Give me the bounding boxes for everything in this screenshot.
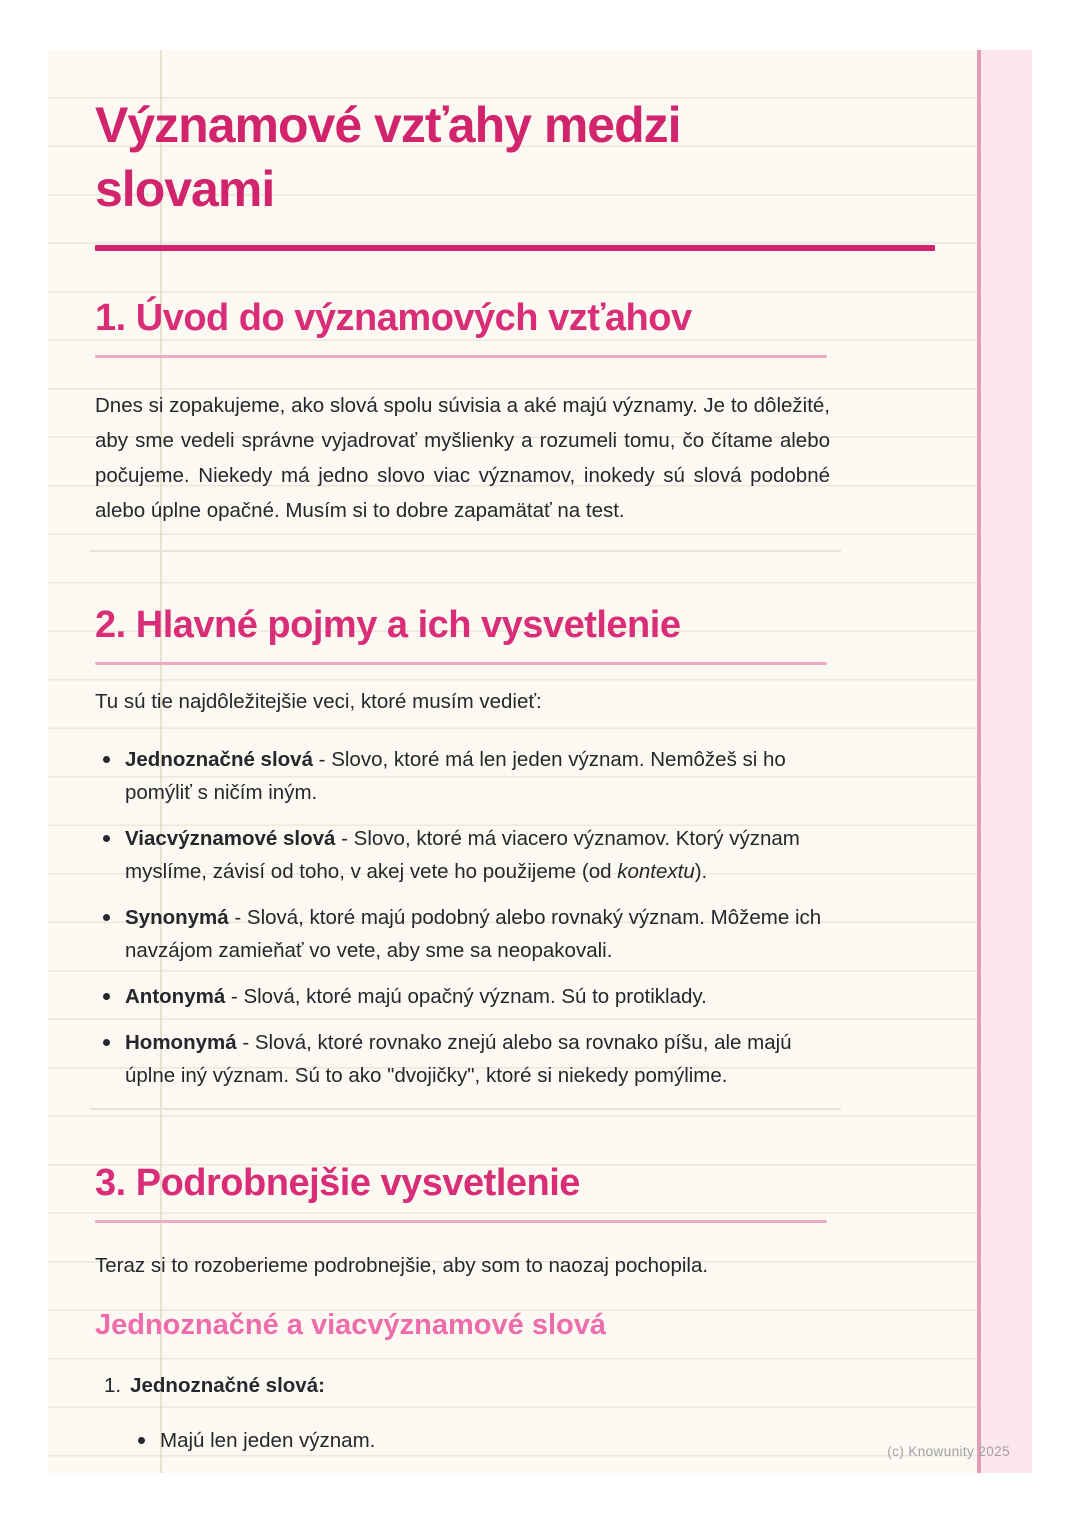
list-item (95, 901, 830, 967)
document-content (48, 50, 830, 1457)
section-2-heading: 2. Hlavné pojmy a ich vysvetlenie (95, 604, 681, 646)
list-item (95, 1424, 830, 1457)
section-divider (90, 1108, 841, 1110)
paper-side-stripe (977, 50, 1032, 1473)
section-2-underline (95, 662, 827, 665)
term-description: - Slovo, ktoré má viacero významov. Ktorý význam myslíme, závisí od toho, v akej vete ho použijeme (od (125, 827, 800, 883)
term-label: Jednoznačné slová: (130, 1374, 325, 1397)
section-1-paragraph: Dnes si zopakujeme, ako slová spolu súvisia a aké majú významy. Je to dôležité, aby sme vedeli správne vyjadrovať myšlienky a rozumeli tomu, čo čítame alebo počujeme. Niekedy má jedno slovo viac významov, inokedy sú slová podobné alebo úplne opačné. Musím si to dobre zapamätať na test. (95, 394, 830, 522)
term-description: - Slová, ktoré majú podobný alebo rovnaký význam. Môžeme ich navzájom zamieňať vo vete, aby sme sa neopakovali. (125, 906, 822, 962)
term-description: - Slová, ktoré majú opačný význam. Sú to protiklady. (225, 985, 707, 1008)
term-description-italic: kontextu (617, 860, 695, 883)
term-label: Synonymá (125, 906, 229, 929)
bullet-icon (103, 1039, 110, 1046)
section-3-paragraph: Teraz si to rozoberieme podrobnejšie, aby som to naozaj pochopila. (95, 1254, 709, 1277)
item-number: 1. (104, 1374, 122, 1397)
list-item (95, 743, 830, 809)
term-label: Jednoznačné slová (125, 748, 313, 771)
sub-bullet-text: Majú len jeden význam. (160, 1429, 376, 1452)
bullet-icon (103, 835, 110, 842)
title-underline (95, 245, 935, 251)
sub-bullet-list (95, 1424, 830, 1457)
section-3-heading: 3. Podrobnejšie vysvetlenie (95, 1162, 580, 1204)
term-label: Homonymá (125, 1031, 237, 1054)
section-1-underline (95, 355, 827, 358)
list-item (95, 822, 830, 888)
term-description: - Slovo, ktoré má len jeden význam. Nemôžeš si ho pomýliť s ničím iným. (125, 748, 786, 804)
bullet-icon (103, 914, 110, 921)
numbered-item (95, 1369, 830, 1402)
section-1-heading: 1. Úvod do významových vzťahov (95, 297, 692, 339)
section-divider (90, 550, 841, 552)
bullet-icon (138, 1437, 145, 1444)
term-label: Antonymá (125, 985, 226, 1008)
list-item (95, 980, 830, 1013)
copyright-watermark: (c) Knowunity 2025 (887, 1444, 1010, 1459)
bullet-icon (103, 993, 110, 1000)
term-label: Viacvýznamové slová (125, 827, 336, 850)
subsection-heading: Jednoznačné a viacvýznamové slová (95, 1309, 606, 1341)
notes-page (48, 50, 1032, 1473)
bullet-icon (103, 756, 110, 763)
term-description: - Slová, ktoré rovnako znejú alebo sa rovnako píšu, ale majú úplne iný význam. Sú to ako "dvojičky", ktoré si niekedy pomýlime. (125, 1031, 792, 1087)
list-item (95, 1026, 830, 1092)
section-3-underline (95, 1220, 827, 1223)
section-2-intro: Tu sú tie najdôležitejšie veci, ktoré musím vedieť: (95, 690, 542, 713)
page-title: Významové vzťahy medzi slovami (95, 97, 681, 217)
term-description-tail: ). (694, 860, 708, 883)
terms-list (95, 743, 830, 1092)
